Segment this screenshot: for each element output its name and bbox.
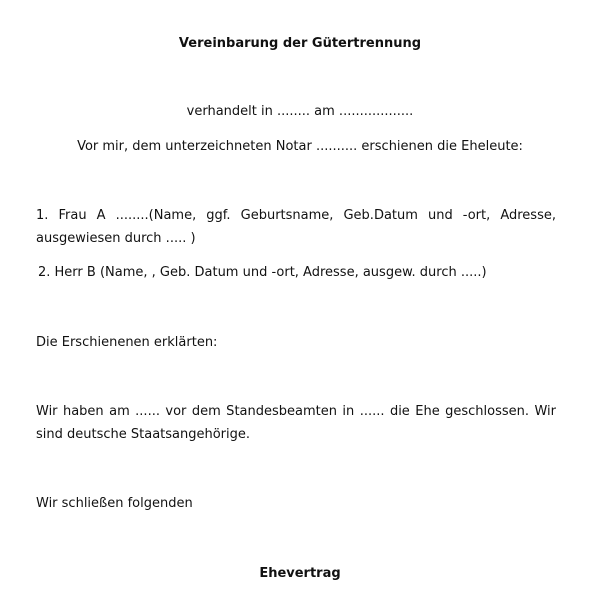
contract-heading: Ehevertrag <box>259 566 341 581</box>
document-title: Vereinbarung der Gütertrennung <box>178 36 422 51</box>
place-date-line: verhandelt in ........ am .................. <box>186 104 414 119</box>
conclude-line: Wir schließen folgenden <box>36 496 193 511</box>
marriage-statement-paragraph: Wir haben am ...... vor dem Standesbeamten in ...... die Ehe geschlossen. Wir sind deutsche Staatsangehörige. <box>36 404 556 442</box>
party-2-paragraph: 2. Herr B (Name, , Geb. Datum und -ort, Adresse, ausgew. durch .....) <box>38 265 487 280</box>
party-1-paragraph: 1. Frau A ........(Name, ggf. Geburtsname, Geb.Datum und -ort, Adresse, ausgewiesen durch ..... ) <box>36 208 556 246</box>
declared-intro: Die Erschienenen erklärten: <box>36 335 218 350</box>
notary-line: Vor mir, dem unterzeichneten Notar .......... erschienen die Eheleute: <box>77 139 523 154</box>
